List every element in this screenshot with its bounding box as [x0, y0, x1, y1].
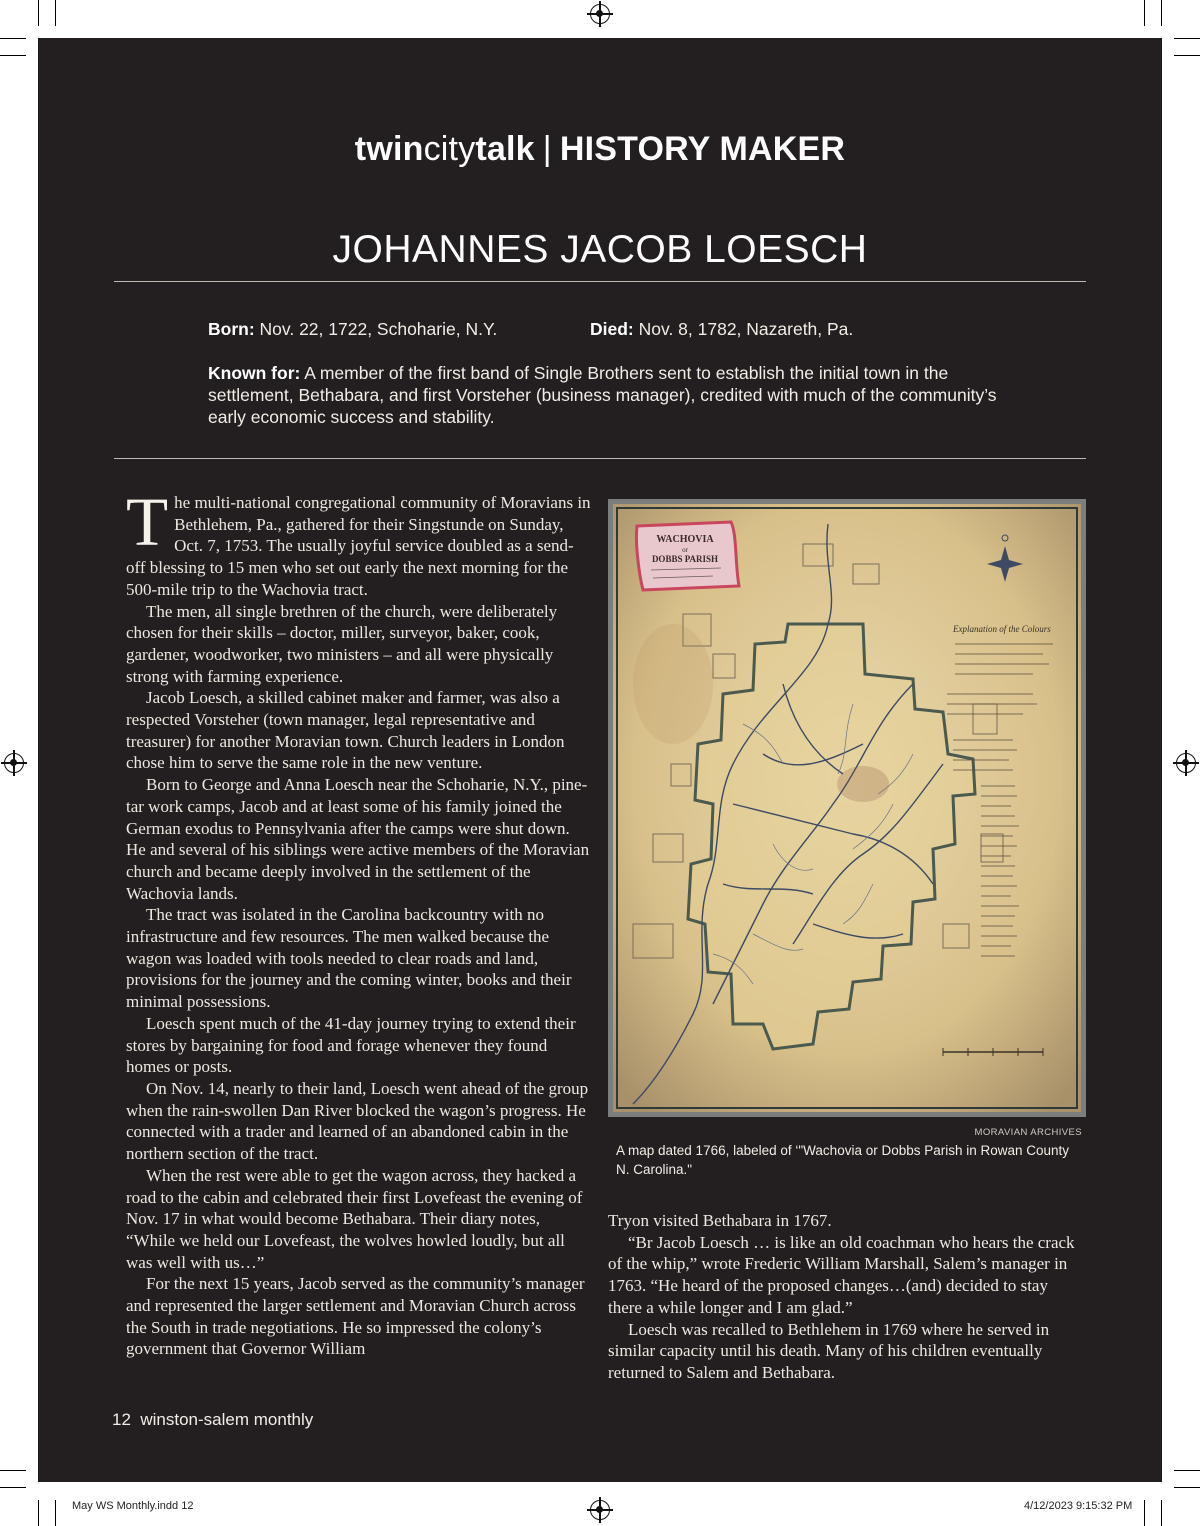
legend-title: Explanation of the Colours	[953, 624, 1051, 634]
article-paragraph: Loesch was recalled to Bethlehem in 1769 where he served in similar capacity until his death. Many of his children eventually returned to Salem and Bethabara.	[608, 1319, 1050, 1382]
brand-talk: talk	[475, 130, 535, 168]
map-cartouche	[636, 522, 739, 590]
publication-name: winston-salem monthly	[140, 1410, 314, 1429]
photo-credit: MORAVIAN ARCHIVES	[974, 1127, 1082, 1138]
wachovia-map-image	[613, 504, 1081, 1112]
print-timestamp: 4/12/2023 9:15:32 PM	[1024, 1500, 1133, 1512]
article-paragraph: Loesch spent much of the 41-day journey trying to extend their stores by bargaining for food and forage whenever they found homes or posts.	[126, 1013, 576, 1077]
crop-mark	[55, 1500, 56, 1526]
masthead-separator: |	[542, 130, 552, 168]
crop-mark	[1144, 0, 1145, 26]
crop-mark	[1161, 0, 1162, 26]
article-column-right	[608, 1210, 1082, 1384]
crop-mark	[0, 1487, 26, 1488]
registration-mark-icon	[590, 1500, 610, 1520]
known-for-fact	[208, 362, 1008, 428]
cartouche-subtitle: DOBBS PARISH	[651, 554, 719, 564]
section-masthead	[38, 130, 1162, 169]
crop-mark	[55, 0, 56, 26]
died-fact	[590, 318, 853, 340]
crop-mark	[0, 38, 26, 39]
magazine-page	[38, 38, 1162, 1482]
article-paragraph: Jacob Loesch, a skilled cabinet maker and farmer, was also a respected Vorsteher (town manager, legal representative and treasurer) for another Moravian town. Church leaders in London chose him to serve the same role in the new venture.	[126, 688, 565, 773]
drop-cap: T	[126, 484, 169, 560]
died-label: Died:	[590, 319, 634, 339]
registration-mark-icon	[590, 4, 610, 24]
indd-filename: May WS Monthly.indd 12	[72, 1500, 194, 1512]
registration-mark-icon	[1176, 753, 1196, 773]
cartouche-or: or	[682, 546, 688, 554]
crop-mark	[1174, 38, 1200, 39]
figure-caption: A map dated 1766, labeled of ‘"Wachovia or Dobbs Parish in Rowan County N. Carolina."	[616, 1143, 1070, 1177]
page-title: JOHANNES JACOB LOESCH	[332, 228, 868, 271]
crop-mark	[1144, 1500, 1145, 1526]
brand-twin: twin	[354, 130, 424, 168]
article-paragraph: The multi-national congregational community of Moravians in Bethlehem, Pa., gathered for their Singstunde on Sunday, Oct. 7, 1753. The usually joyful service doubled as a send-off blessing to 15 men who set out early the next morning for the 500-mile trip to the Wachovia tract.	[126, 484, 591, 599]
crop-mark	[0, 55, 26, 56]
cartouche-title: WACHOVIA	[656, 534, 714, 545]
article-paragraph: “Br Jacob Loesch … is like an old coachman who hears the crack of the whip,” wrote Frederic William Marshall, Salem’s manager in 1763. “He heard of the proposed changes…(and) decided to stay there a while longer and I am glad.”	[608, 1232, 1075, 1317]
born-label: Born:	[208, 319, 255, 339]
page-folio	[112, 1410, 313, 1430]
historical-map-figure	[608, 499, 1086, 1117]
page-number: 12	[112, 1410, 131, 1429]
crop-mark	[1174, 1487, 1200, 1488]
crop-mark	[0, 1470, 26, 1471]
crop-mark	[1161, 1500, 1162, 1526]
born-value: Nov. 22, 1722, Schoharie, N.Y.	[259, 319, 498, 339]
crop-mark	[1174, 55, 1200, 56]
article-column-left	[126, 484, 592, 1360]
known-for-value: A member of the first band of Single Brothers sent to establish the initial town in the settlement, Bethabara, and first Vorsteher (business manager), credited with much of the community’s early economic success and stability.	[208, 363, 997, 427]
article-paragraph: The tract was isolated in the Carolina backcountry with no infrastructure and few resources. The men walked because the wagon was loaded with tools needed to clear roads and land, provisions for the journey and the coming winter, books and their minimal possessions.	[126, 905, 572, 1012]
crop-mark	[38, 1500, 39, 1526]
registration-mark-icon	[4, 753, 24, 773]
article-paragraph: The men, all single brethren of the church, were deliberately chosen for their skills – doctor, miller, surveyor, baker, cook, gardener, woodworker, two ministers – and all were physically strong with farming experience.	[126, 601, 558, 686]
article-paragraph: Born to George and Anna Loesch near the Schoharie, N.Y., pine-tar work camps, Jacob and at least some of his family joined the German exodus to Pennsylvania after the camps were shut down. He and several of his siblings were active members of the Moravian church and became deeply involved in the settlement of the Wachovia lands.	[126, 775, 590, 903]
map-stain	[837, 766, 889, 802]
article-paragraph: On Nov. 14, nearly to their land, Loesch went ahead of the group when the rain-swollen Dan River blocked the wagon’s progress. He connected with a trader and learned of an abandoned cabin in the northern section of the tract.	[126, 1078, 589, 1164]
section-name: HISTORY MAKER	[559, 130, 846, 168]
known-for-label: Known for:	[208, 363, 301, 383]
died-value: Nov. 8, 1782, Nazareth, Pa.	[638, 319, 854, 339]
crop-mark	[38, 0, 39, 26]
map-stain	[633, 624, 713, 744]
article-paragraph: For the next 15 years, Jacob served as the community’s manager and represented the larger settlement and Moravian Church across the South in trade negotiations. He so impressed the colony’s government that Governor William	[126, 1274, 585, 1359]
crop-mark	[1174, 1470, 1200, 1471]
divider	[114, 458, 1086, 459]
fact-born-died	[208, 318, 1008, 340]
article-paragraph: Tryon visited Bethabara in 1767.	[608, 1211, 832, 1230]
born-fact	[208, 319, 497, 339]
article-paragraph: When the rest were able to get the wagon across, they hacked a road to the cabin and celebrated their first Lovefeast the evening of Nov. 17 in what would become Bethabara. Their diary notes, “While we held our Lovefeast, the wolves howled loudly, but all was well with us…”	[126, 1165, 583, 1272]
brand-city: city	[423, 130, 476, 168]
divider	[114, 281, 1086, 282]
